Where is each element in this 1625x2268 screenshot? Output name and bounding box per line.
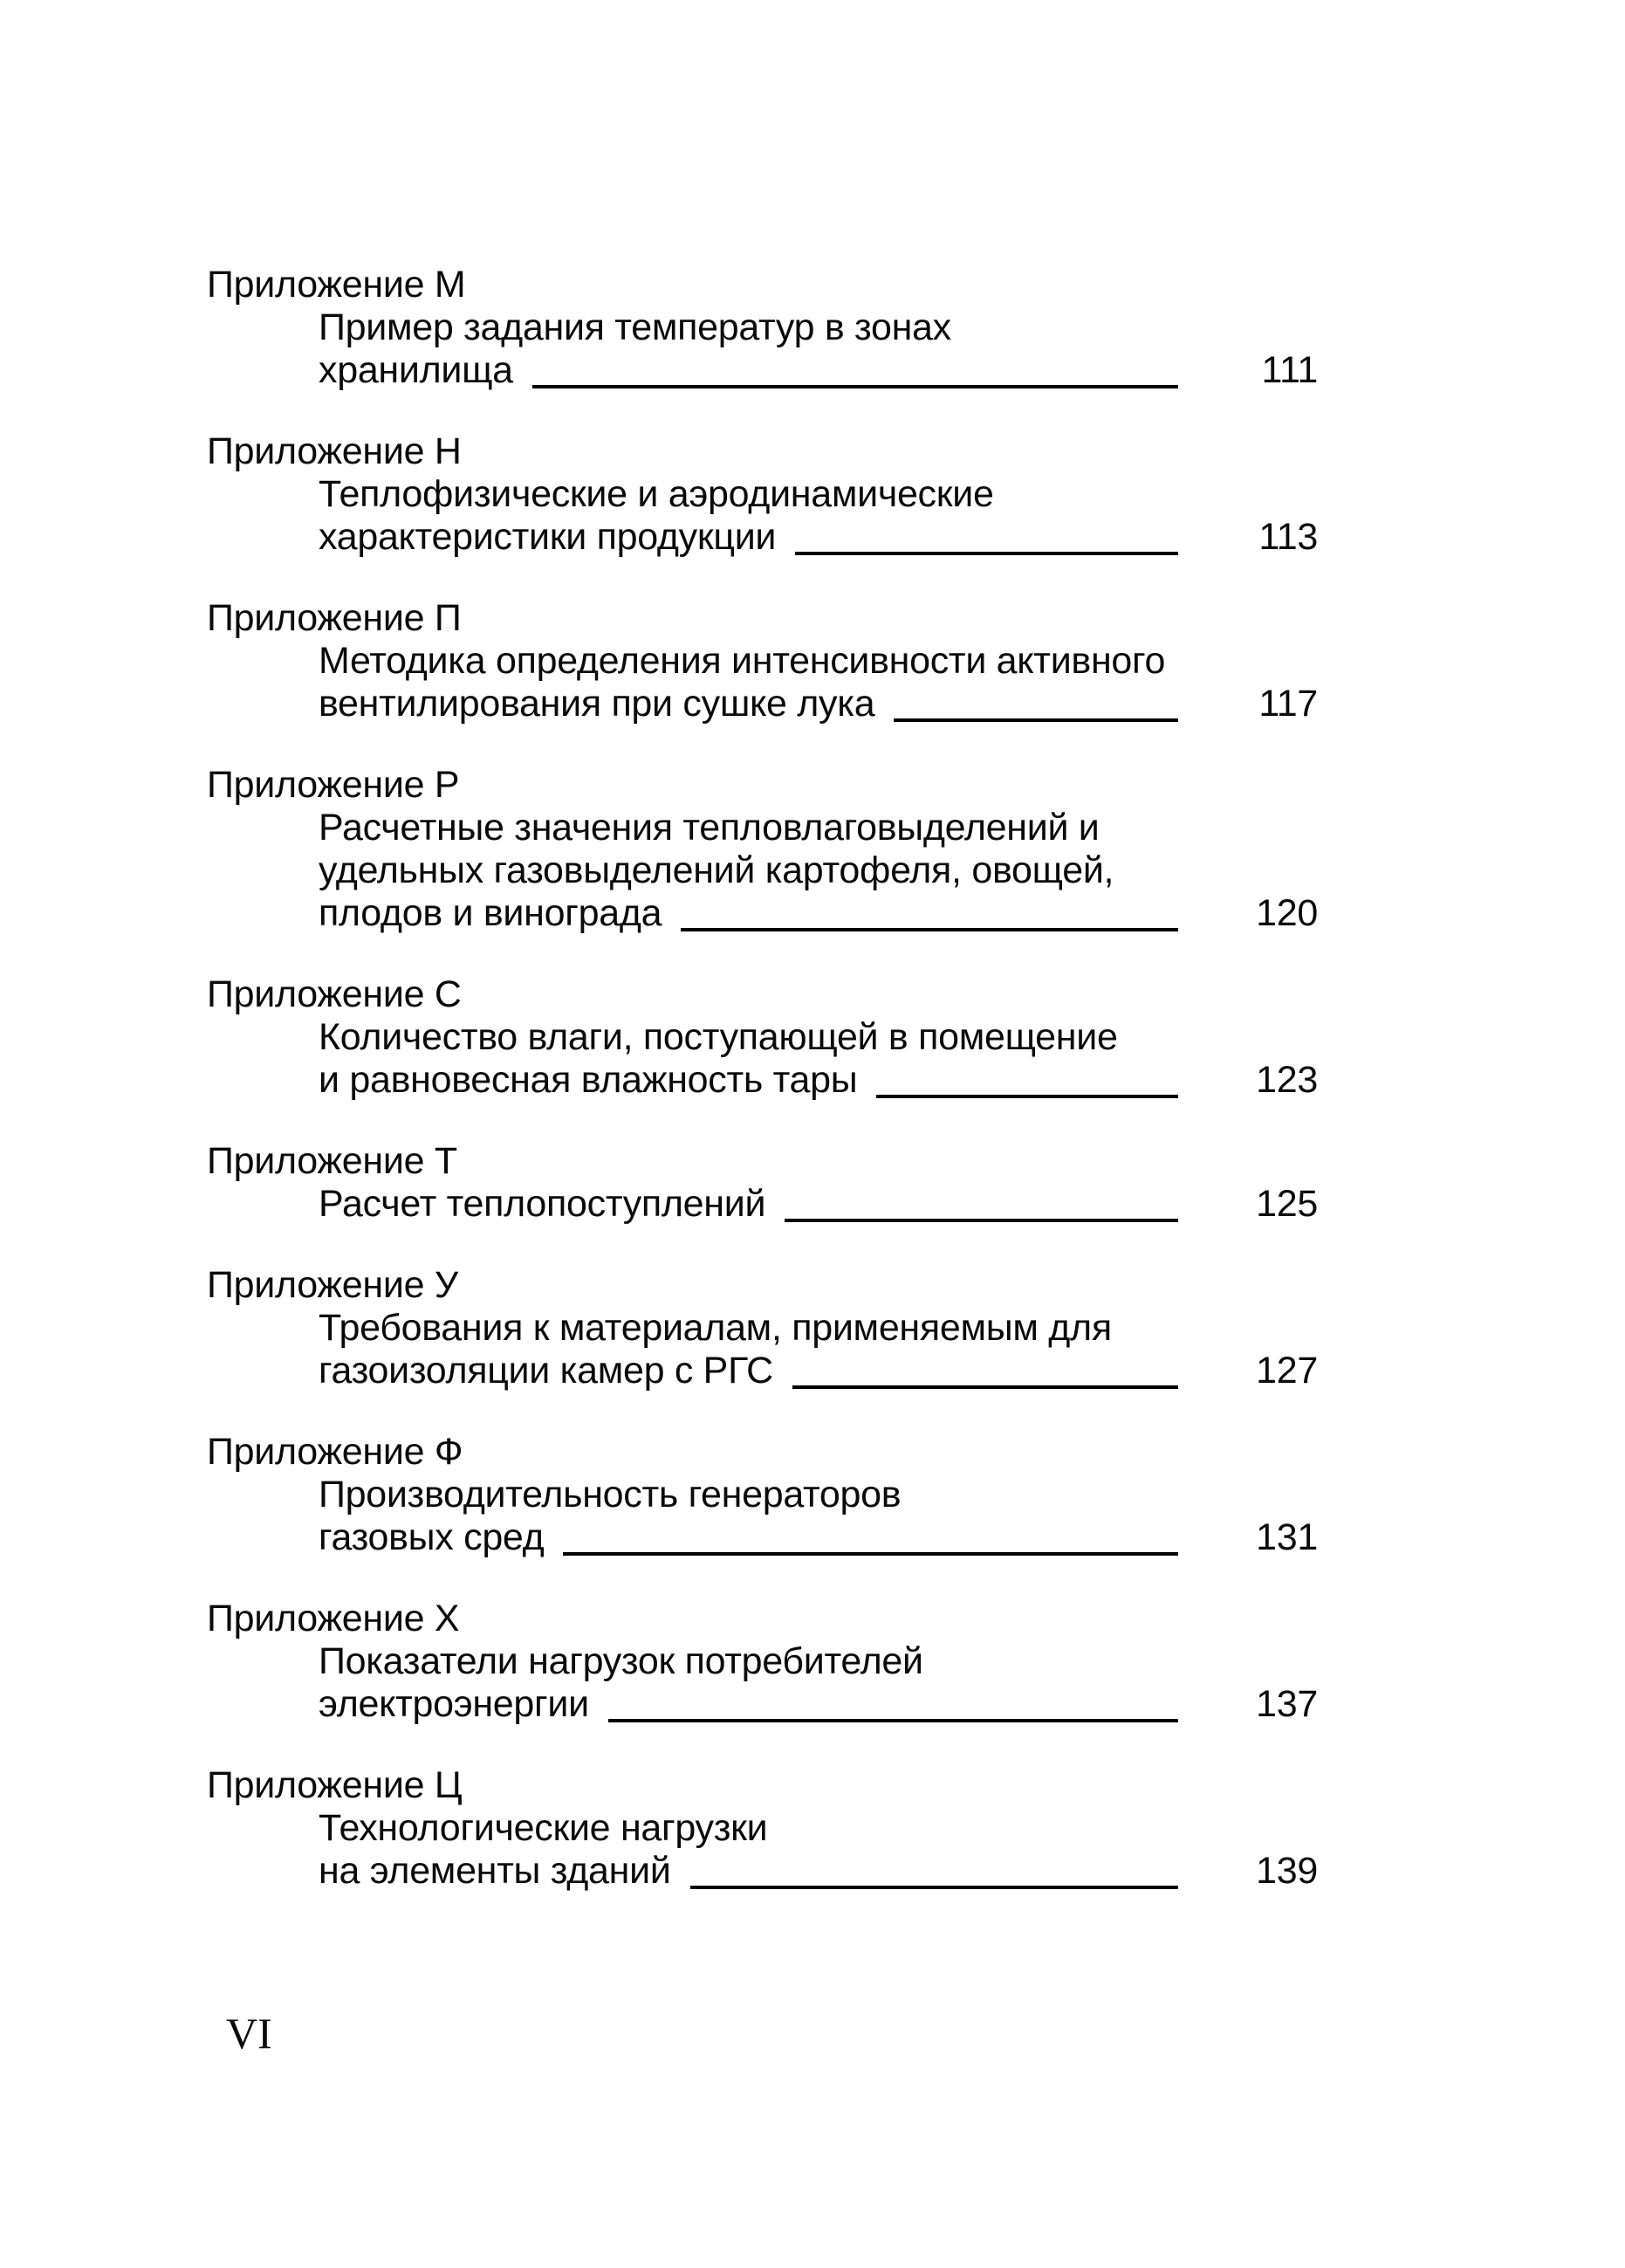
toc-entry-lastline: [319, 1350, 1318, 1392]
toc-entry-lastline: [319, 1683, 1318, 1726]
toc-entry-title: Приложение П: [207, 597, 462, 639]
toc-entry-line: Расчетные значения тепловлаговыделений и: [319, 807, 1100, 849]
toc-entry-line: Требования к материалам, применяемым для: [319, 1307, 1112, 1349]
toc-entry-page-number: 113: [1258, 516, 1318, 558]
toc-entry: [207, 1598, 1318, 1726]
leader-line: [876, 1095, 1178, 1098]
toc-entry-body: [319, 1807, 1318, 1893]
toc-entry-lastline: [319, 349, 1318, 392]
toc-entry-body: [319, 1016, 1318, 1102]
toc-entry-line: удельных газовыделений картофеля, овощей,: [319, 849, 1114, 891]
toc-entry: [207, 1431, 1318, 1559]
toc-entry-lastline: [319, 892, 1318, 935]
leader-line: [785, 1219, 1178, 1222]
toc-entry-line: Технологические нагрузки: [319, 1807, 768, 1849]
toc-entry: [207, 597, 1318, 725]
leader-line: [792, 1385, 1178, 1389]
toc-entry: [207, 1264, 1318, 1392]
toc-entry-page-number: 137: [1256, 1683, 1318, 1725]
toc-entry-title: Приложение Ф: [207, 1431, 463, 1473]
toc-entry-body: [319, 473, 1318, 559]
toc-entry-body: [319, 306, 1318, 392]
toc-entry-lastline: [319, 1850, 1318, 1893]
toc-entry-line: Теплофизические и аэродинамические: [319, 473, 994, 515]
toc-entry-lastline-text: электроэнергии: [319, 1683, 589, 1725]
toc-entry-page-number: 123: [1256, 1059, 1318, 1101]
toc-entry-lastline: [319, 1059, 1318, 1102]
toc-entry: [207, 430, 1318, 559]
toc-entry-body: [319, 1640, 1318, 1726]
leader-line: [532, 385, 1178, 388]
leader-line: [690, 1886, 1178, 1889]
toc-entry-lastline-text: газоизоляции камер с РГС: [319, 1350, 773, 1392]
toc-entry-lastline-text: плодов и винограда: [319, 892, 662, 934]
toc-entry-lastline: [319, 683, 1318, 725]
toc-appendix-list: [207, 264, 1318, 1931]
toc-entry: [207, 764, 1318, 935]
toc-entry-title: Приложение М: [207, 264, 466, 306]
toc-entry-lastline-text: характеристики продукции: [319, 516, 777, 558]
toc-entry-title: Приложение Ц: [207, 1764, 463, 1806]
toc-entry-page-number: 111: [1261, 349, 1318, 391]
toc-entry-line: Показатели нагрузок потребителей: [319, 1640, 923, 1682]
toc-entry-title: Приложение С: [207, 973, 462, 1015]
toc-entry-page-number: 127: [1256, 1350, 1318, 1392]
toc-entry-lastline: [319, 1183, 1318, 1226]
toc-entry-page-number: 120: [1256, 892, 1318, 934]
toc-entry-body: [319, 1307, 1318, 1392]
toc-entry-line: Методика определения интенсивности активного: [319, 640, 1166, 682]
toc-entry-lastline-text: газовых сред: [319, 1516, 545, 1558]
toc-entry-title: Приложение Н: [207, 430, 462, 472]
toc-entry-page-number: 117: [1258, 683, 1318, 725]
toc-entry-title: Приложение Р: [207, 764, 460, 806]
toc-entry: [207, 1764, 1318, 1893]
toc-entry: [207, 973, 1318, 1102]
toc-entry-page-number: 131: [1256, 1516, 1318, 1558]
leader-line: [608, 1719, 1178, 1722]
toc-entry-lastline: [319, 516, 1318, 559]
toc-entry-line: Производительность генераторов: [319, 1474, 902, 1515]
toc-entry-lastline-text: и равновесная влажность тары: [319, 1059, 858, 1101]
toc-entry-lastline-text: вентилирования при сушке лука: [319, 683, 875, 725]
toc-entry-page-number: 125: [1256, 1183, 1318, 1225]
toc-entry-body: [319, 807, 1318, 935]
leader-line: [681, 928, 1178, 931]
leader-line: [563, 1552, 1178, 1556]
toc-entry-line: Количество влаги, поступающей в помещение: [319, 1016, 1118, 1058]
toc-entry-title: Приложение У: [207, 1264, 458, 1306]
toc-entry-body: [319, 640, 1318, 725]
leader-line: [894, 718, 1178, 722]
toc-entry-body: [319, 1183, 1318, 1226]
toc-entry-title: Приложение Т: [207, 1140, 457, 1182]
toc-entry-title: Приложение Х: [207, 1598, 460, 1639]
toc-entry-body: [319, 1474, 1318, 1559]
toc-entry-lastline-text: хранилища: [319, 349, 513, 391]
toc-entry: [207, 1140, 1318, 1226]
page-number-footer: VI: [226, 2009, 272, 2058]
toc-entry: [207, 264, 1318, 392]
toc-entry-lastline-text: на элементы зданий: [319, 1850, 671, 1892]
toc-entry-line: Пример задания температур в зонах: [319, 306, 951, 348]
toc-entry-lastline: [319, 1516, 1318, 1559]
leader-line: [795, 552, 1178, 555]
toc-entry-page-number: 139: [1256, 1850, 1318, 1892]
toc-entry-lastline-text: Расчет теплопоступлений: [319, 1183, 766, 1225]
